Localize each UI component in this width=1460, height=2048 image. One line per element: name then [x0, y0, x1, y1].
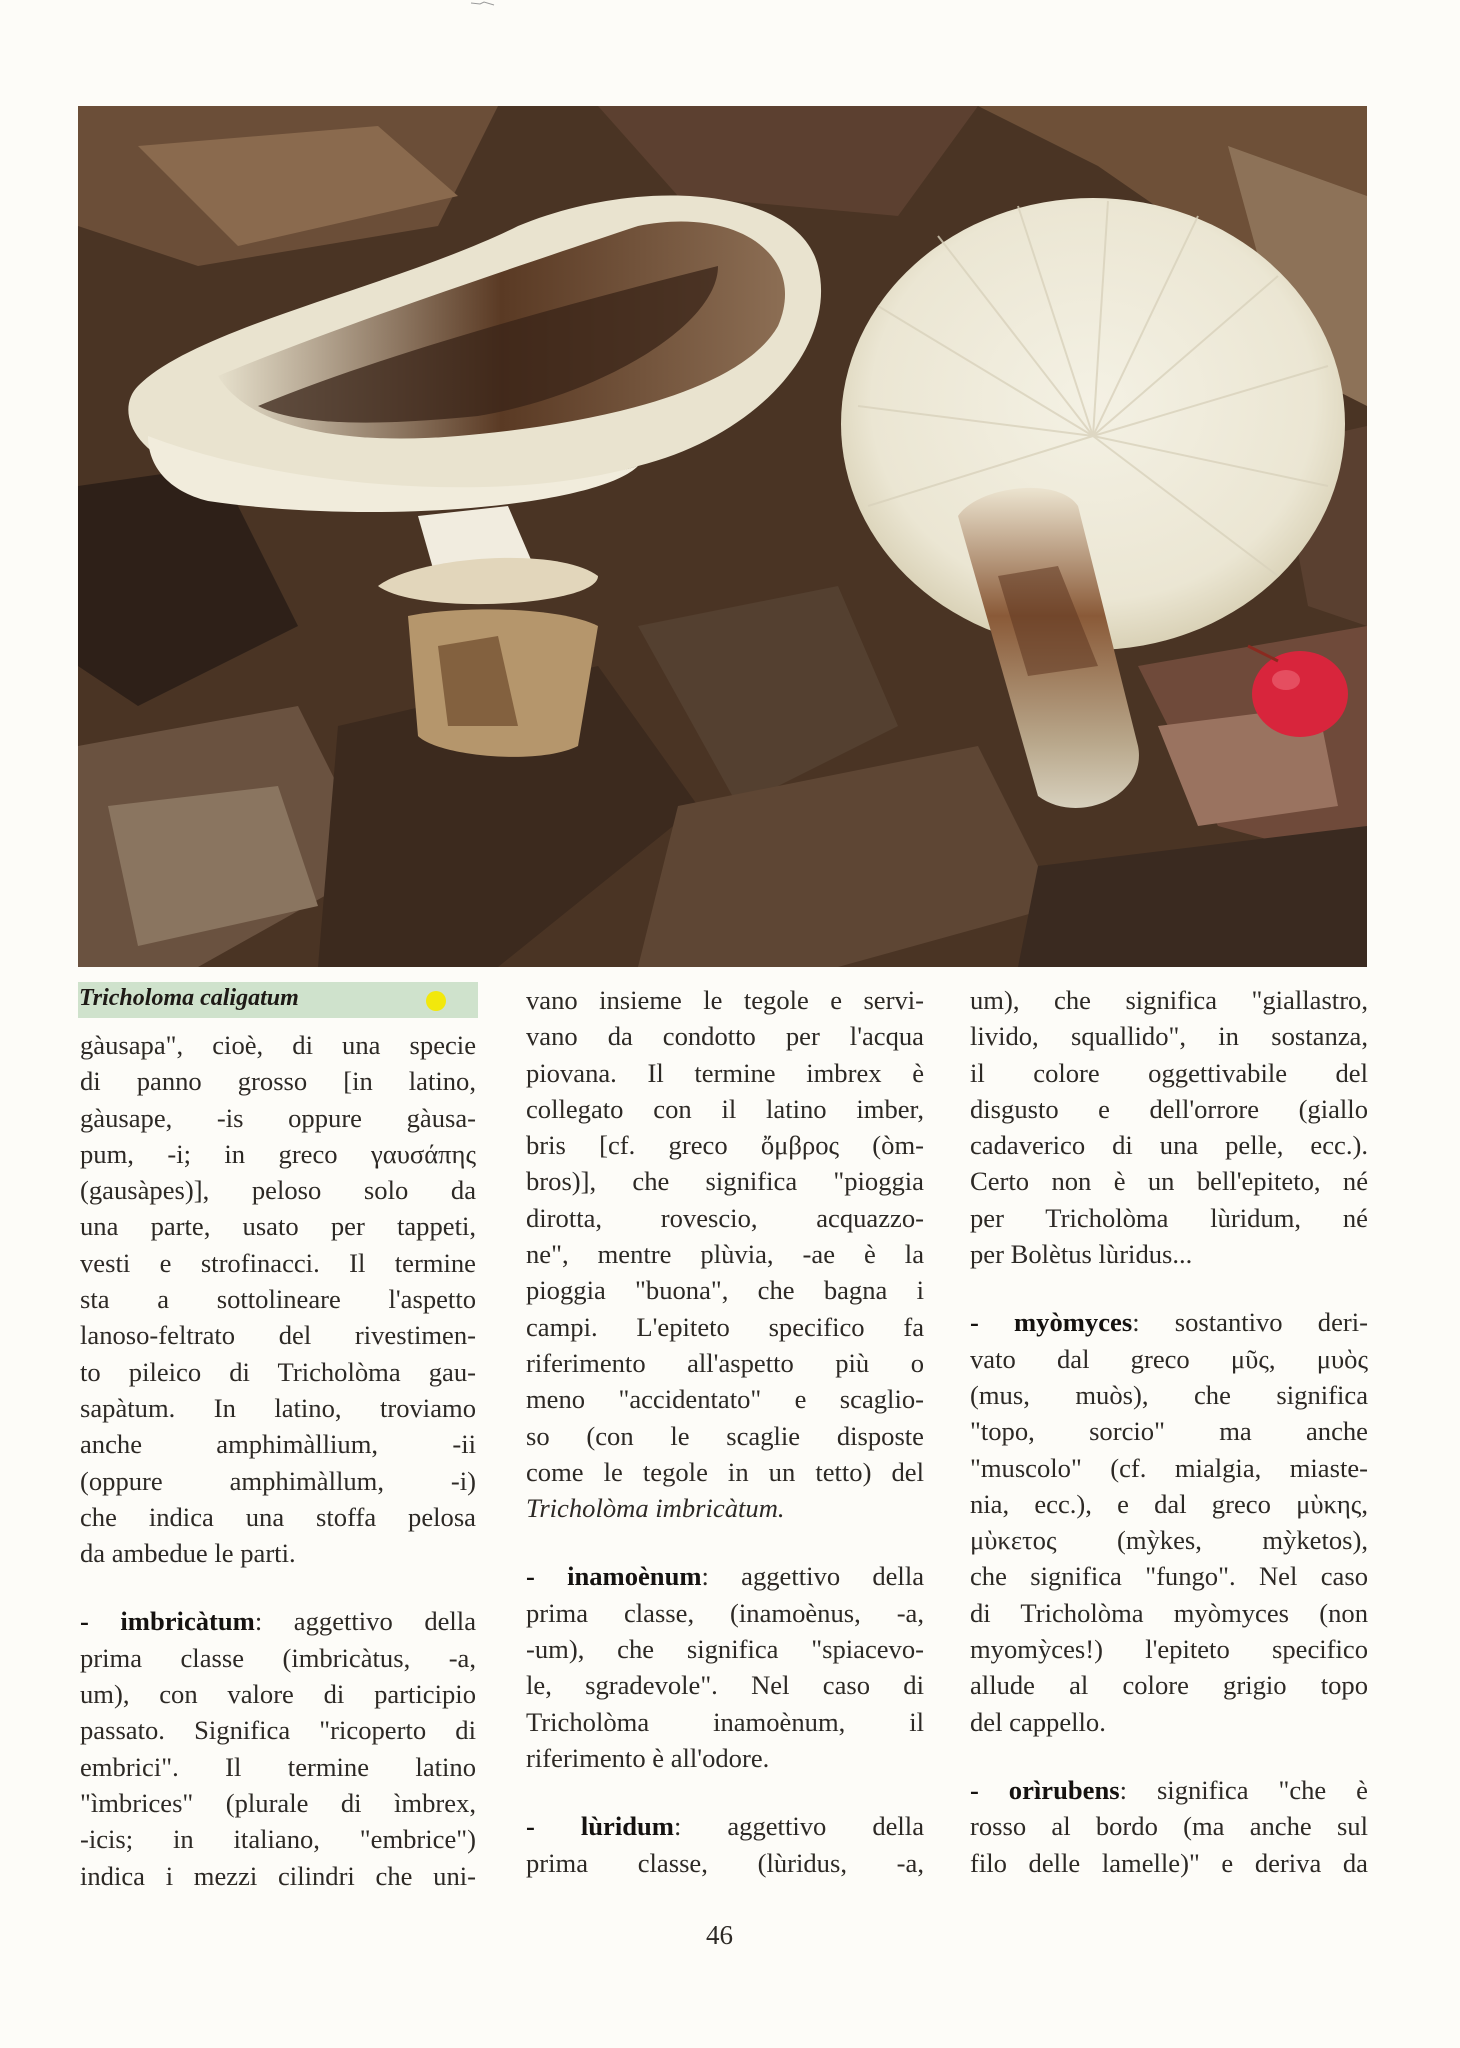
text-line: vano insieme le tegole e servi-: [526, 985, 924, 1015]
text-line: vato dal greco μῦς, μυὸς: [970, 1343, 1368, 1374]
text-line: vano da condotto per l'acqua: [526, 1021, 924, 1052]
scan-mark: [470, 0, 496, 10]
text-line: passato. Significa "ricoperto di: [80, 1715, 476, 1746]
text-line: Certo non è un bell'epiteto, né: [970, 1166, 1368, 1197]
text-line: "ìmbrices" (plurale di ìmbrex,: [80, 1787, 476, 1818]
text-line: riferimento all'aspetto più o: [526, 1347, 924, 1378]
text-line: pum, -i; in greco γαυσάπης: [80, 1138, 476, 1169]
text-line: "muscolo" (cf. mialgia, miaste-: [970, 1452, 1368, 1483]
text-line: Tricholòma inamoènum, il: [526, 1706, 924, 1737]
text-line: cadaverico di una pelle, ecc.).: [970, 1130, 1368, 1161]
text-line: riferimento è all'odore.: [526, 1742, 770, 1773]
text-line: (oppure amphimàllum, -i): [80, 1465, 476, 1496]
text-line: per Tricholòma lùridum, né: [970, 1202, 1368, 1233]
edibility-dot-icon: [426, 991, 446, 1011]
text-line: che significa "fungo". Nel caso: [970, 1561, 1368, 1592]
text-line: gàusapa", cioè, di una specie: [80, 1030, 476, 1060]
text-line: bros)], che significa "pioggia: [526, 1166, 924, 1197]
term-luridum: - lùridum: [526, 1811, 674, 1842]
text-line: "topo, sorcio" ma anche: [970, 1416, 1368, 1447]
text-line: μὺκετος (mỳkes, mỳketos),: [970, 1525, 1368, 1556]
text-line: -um), che significa "spiacevo-: [526, 1634, 924, 1665]
text-line: myomỳces!) l'epiteto specifico: [970, 1634, 1368, 1665]
text-line: vesti e strofinacci. Il termine: [80, 1247, 476, 1278]
text-line: bris [cf. greco ὄμβρος (òm-: [526, 1130, 924, 1161]
photo-caption: [78, 982, 478, 1018]
term-inamoenum: - inamoènum: [526, 1561, 702, 1592]
text-column-3: [970, 982, 1368, 1881]
text-line: pioggia "buona", che bagna i: [526, 1275, 924, 1306]
text-line: um), con valore di participio: [80, 1679, 476, 1710]
entry-imbricatum: - imbricàtum: aggettivo della: [80, 1606, 476, 1637]
text-line: (mus, muòs), che significa: [970, 1379, 1368, 1410]
text-line: meno "accidentato" e scaglio-: [526, 1384, 924, 1415]
text-line: del cappello.: [970, 1706, 1106, 1737]
term-imbricatum: - imbricàtum: [80, 1606, 255, 1637]
text-line: prima classe, (inamoènus, -a,: [526, 1597, 924, 1628]
text-line: il colore oggettivabile del: [970, 1057, 1368, 1088]
text-line: sta a sottolineare l'aspetto: [80, 1284, 476, 1315]
text-line: to pileico di Tricholòma gau-: [80, 1356, 476, 1387]
text-line: so (con le scaglie disposte: [526, 1420, 924, 1451]
text-line: piovana. Il termine imbrex è: [526, 1057, 924, 1088]
text-column-2: [526, 982, 924, 1881]
text-line: prima classe, (lùridus, -a,: [526, 1847, 924, 1878]
text-line: campi. L'epiteto specifico fa: [526, 1311, 924, 1342]
entry-myomyces: - myòmyces: sostantivo deri-: [970, 1307, 1368, 1338]
entry-luridum: - lùridum: aggettivo della: [526, 1811, 925, 1842]
entry-inamoenum: - inamoènum: aggettivo della: [526, 1561, 925, 1592]
text-line: da ambedue le parti.: [80, 1538, 296, 1569]
text-line: (gausàpes)], peloso solo da: [80, 1175, 476, 1206]
text-line: gàusape, -is oppure gàusa-: [80, 1102, 476, 1133]
text-line: nia, ecc.), e dal greco μὺκης,: [970, 1488, 1368, 1519]
text-line: come le tegole in un tetto) del: [526, 1456, 924, 1487]
text-line: dirotta, rovescio, acquazzo-: [526, 1202, 924, 1233]
text-line: filo delle lamelle)" e deriva da: [970, 1847, 1368, 1878]
text-line: um), che significa "giallastro,: [970, 985, 1368, 1015]
caption-species: Tricholoma caligatum: [79, 985, 299, 1011]
text-line: livido, squallido", in sostanza,: [970, 1021, 1368, 1052]
text-line: prima classe (imbricàtus, -a,: [80, 1642, 476, 1673]
text-line: lanoso-feltrato del rivestimen-: [80, 1320, 476, 1351]
text-line: -icis; in italiano, "embrice"): [80, 1824, 476, 1855]
text-line: collegato con il latino imber,: [526, 1093, 924, 1124]
entry-orirubens: - orìrubens: significa "che è: [970, 1774, 1368, 1805]
text-line: che indica una stoffa pelosa: [80, 1501, 476, 1532]
text-column-1: [80, 1027, 476, 1894]
text-line: anche amphimàllium, -ii: [80, 1429, 476, 1460]
text-line: sapàtum. In latino, troviamo: [80, 1392, 476, 1423]
text-line: indica i mezzi cilindri che uni-: [80, 1860, 476, 1891]
text-line: una parte, usato per tappeti,: [80, 1211, 476, 1242]
text-line: Tricholòma imbricàtum.: [526, 1493, 785, 1524]
term-myomyces: - myòmyces: [970, 1307, 1133, 1338]
text-line: disgusto e dell'orrore (giallo: [970, 1093, 1368, 1124]
page-number: 46: [706, 1920, 733, 1950]
text-line: embrici". Il termine latino: [80, 1751, 476, 1782]
text-line: allude al colore grigio topo: [970, 1670, 1368, 1701]
text-line: le, sgradevole". Nel caso di: [526, 1670, 924, 1701]
text-line: per Bolètus lùridus...: [970, 1239, 1193, 1270]
text-line: di panno grosso [in latino,: [80, 1066, 476, 1097]
mushroom-photo: [78, 106, 1367, 967]
text-line: di Tricholòma myòmyces (non: [970, 1597, 1368, 1628]
text-line: ne", mentre plùvia, -ae è la: [526, 1239, 924, 1270]
text-line: rosso al bordo (ma anche sul: [970, 1811, 1368, 1842]
term-orirubens: - orìrubens: [970, 1774, 1120, 1805]
